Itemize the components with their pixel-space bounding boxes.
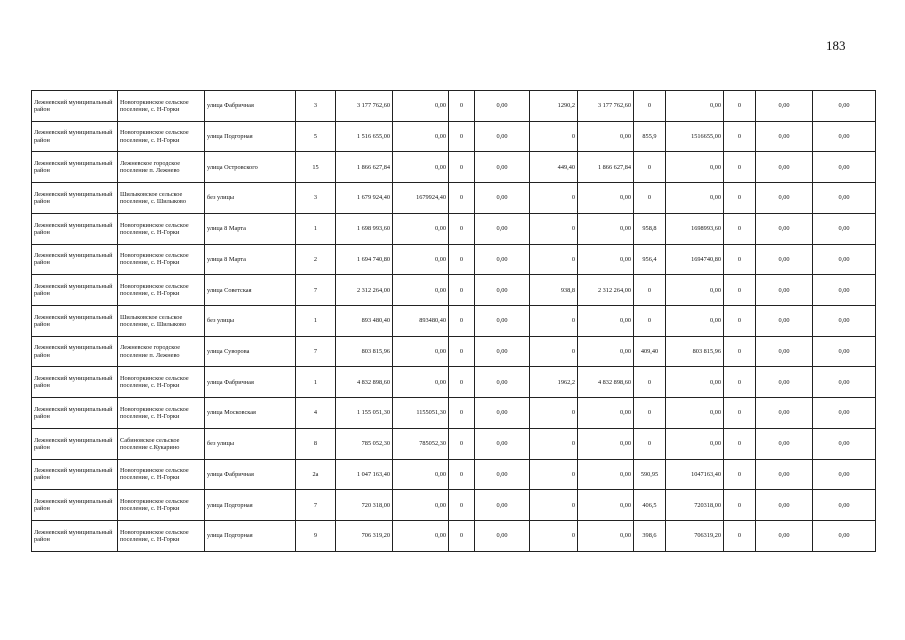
col2-cell: 1155051,30	[393, 398, 449, 429]
street-cell: улица Фабричная	[205, 91, 296, 122]
col11-cell: 0,00	[813, 275, 876, 306]
col10-cell: 0,00	[756, 213, 813, 244]
house-number-cell: 9	[296, 521, 336, 552]
cost-cell: 0,00	[578, 183, 634, 214]
street-cell: улица Подгорная	[205, 121, 296, 152]
col9-cell: 0	[724, 306, 756, 337]
col9-cell: 0	[724, 152, 756, 183]
total-cost-cell: 785 052,30	[336, 428, 393, 459]
settlement-cell: Лежневское городское поселение п. Лежнево	[118, 336, 205, 367]
col11-cell: 0,00	[813, 121, 876, 152]
col3-cell: 0	[449, 490, 475, 521]
col4-cell: 0,00	[475, 183, 530, 214]
cost2-cell: 706319,20	[666, 521, 724, 552]
table-row	[32, 213, 876, 244]
area-cell: 1962,2	[530, 367, 578, 398]
street-cell: улица Подгорная	[205, 490, 296, 521]
street-cell: без улицы	[205, 183, 296, 214]
house-number-cell: 4	[296, 398, 336, 429]
col11-cell: 0,00	[813, 521, 876, 552]
col9-cell: 0	[724, 244, 756, 275]
col2-cell: 893480,40	[393, 306, 449, 337]
table-row	[32, 306, 876, 337]
house-number-cell: 7	[296, 275, 336, 306]
col4-cell: 0,00	[475, 367, 530, 398]
table-row	[32, 367, 876, 398]
area-cell: 0	[530, 521, 578, 552]
col9-cell: 0	[724, 183, 756, 214]
col2-cell: 0,00	[393, 367, 449, 398]
settlement-cell: Новогоркинское сельское поселение, с. Н-Горки	[118, 398, 205, 429]
total-cost-cell: 1 698 993,60	[336, 213, 393, 244]
col11-cell: 0,00	[813, 398, 876, 429]
cost2-cell: 1698993,60	[666, 213, 724, 244]
area2-cell: 406,5	[634, 490, 666, 521]
cost-cell: 0,00	[578, 398, 634, 429]
cost-cell: 0,00	[578, 490, 634, 521]
col11-cell: 0,00	[813, 152, 876, 183]
col9-cell: 0	[724, 521, 756, 552]
col11-cell: 0,00	[813, 490, 876, 521]
street-cell: улица Фабричная	[205, 367, 296, 398]
settlement-cell: Новогоркинское сельское поселение, с. Н-Горки	[118, 521, 205, 552]
col9-cell: 0	[724, 121, 756, 152]
street-cell: улица 8 Марта	[205, 244, 296, 275]
col9-cell: 0	[724, 428, 756, 459]
col9-cell: 0	[724, 459, 756, 490]
area2-cell: 0	[634, 306, 666, 337]
col10-cell: 0,00	[756, 398, 813, 429]
street-cell: улица Фабричная	[205, 459, 296, 490]
cost2-cell: 0,00	[666, 306, 724, 337]
table-row	[32, 428, 876, 459]
col3-cell: 0	[449, 336, 475, 367]
total-cost-cell: 1 155 051,30	[336, 398, 393, 429]
col3-cell: 0	[449, 367, 475, 398]
settlement-cell: Новогоркинское сельское поселение, с. Н-Горки	[118, 459, 205, 490]
cost2-cell: 1047163,40	[666, 459, 724, 490]
col9-cell: 0	[724, 275, 756, 306]
table-row	[32, 152, 876, 183]
settlement-cell: Новогоркинское сельское поселение, с. Н-Горки	[118, 367, 205, 398]
col4-cell: 0,00	[475, 244, 530, 275]
col2-cell: 0,00	[393, 490, 449, 521]
district-cell: Лежневский муниципальный район	[32, 459, 118, 490]
street-cell: без улицы	[205, 428, 296, 459]
area2-cell: 958,8	[634, 213, 666, 244]
street-cell: улица Подгорная	[205, 521, 296, 552]
house-number-cell: 5	[296, 121, 336, 152]
street-cell: улица Московская	[205, 398, 296, 429]
col11-cell: 0,00	[813, 367, 876, 398]
total-cost-cell: 3 177 762,60	[336, 91, 393, 122]
cost-cell: 0,00	[578, 244, 634, 275]
area2-cell: 590,95	[634, 459, 666, 490]
col10-cell: 0,00	[756, 521, 813, 552]
area2-cell: 0	[634, 428, 666, 459]
cost2-cell: 0,00	[666, 367, 724, 398]
col11-cell: 0,00	[813, 183, 876, 214]
area-cell: 0	[530, 428, 578, 459]
area2-cell: 0	[634, 398, 666, 429]
street-cell: улица Островского	[205, 152, 296, 183]
house-number-cell: 1	[296, 367, 336, 398]
col2-cell: 0,00	[393, 152, 449, 183]
col3-cell: 0	[449, 152, 475, 183]
cost2-cell: 0,00	[666, 275, 724, 306]
col10-cell: 0,00	[756, 490, 813, 521]
district-cell: Лежневский муниципальный район	[32, 398, 118, 429]
area-cell: 0	[530, 183, 578, 214]
col9-cell: 0	[724, 490, 756, 521]
house-number-cell: 3	[296, 91, 336, 122]
col10-cell: 0,00	[756, 183, 813, 214]
col11-cell: 0,00	[813, 459, 876, 490]
cost2-cell: 1694740,80	[666, 244, 724, 275]
col10-cell: 0,00	[756, 91, 813, 122]
cost2-cell: 1516655,00	[666, 121, 724, 152]
col11-cell: 0,00	[813, 306, 876, 337]
col4-cell: 0,00	[475, 152, 530, 183]
area-cell: 938,8	[530, 275, 578, 306]
settlement-cell: Шилыковское сельское поселение, с. Шилыково	[118, 306, 205, 337]
col4-cell: 0,00	[475, 121, 530, 152]
cost2-cell: 720318,00	[666, 490, 724, 521]
cost2-cell: 0,00	[666, 428, 724, 459]
table-row	[32, 91, 876, 122]
col2-cell: 0,00	[393, 91, 449, 122]
house-number-cell: 7	[296, 490, 336, 521]
total-cost-cell: 803 815,96	[336, 336, 393, 367]
house-number-cell: 2а	[296, 459, 336, 490]
table-row	[32, 244, 876, 275]
area-cell: 0	[530, 306, 578, 337]
col11-cell: 0,00	[813, 213, 876, 244]
total-cost-cell: 1 679 924,40	[336, 183, 393, 214]
col10-cell: 0,00	[756, 459, 813, 490]
total-cost-cell: 4 832 898,60	[336, 367, 393, 398]
col3-cell: 0	[449, 398, 475, 429]
total-cost-cell: 893 480,40	[336, 306, 393, 337]
total-cost-cell: 2 312 264,00	[336, 275, 393, 306]
col9-cell: 0	[724, 398, 756, 429]
col3-cell: 0	[449, 121, 475, 152]
housing-table	[31, 90, 876, 552]
total-cost-cell: 1 516 655,00	[336, 121, 393, 152]
col10-cell: 0,00	[756, 428, 813, 459]
col10-cell: 0,00	[756, 121, 813, 152]
table-row	[32, 121, 876, 152]
table-row	[32, 521, 876, 552]
cost-cell: 2 312 264,00	[578, 275, 634, 306]
area2-cell: 855,9	[634, 121, 666, 152]
area-cell: 0	[530, 244, 578, 275]
area2-cell: 398,6	[634, 521, 666, 552]
settlement-cell: Новогоркинское сельское поселение, с. Н-Горки	[118, 213, 205, 244]
house-number-cell: 1	[296, 213, 336, 244]
area-cell: 0	[530, 490, 578, 521]
district-cell: Лежневский муниципальный район	[32, 183, 118, 214]
area-cell: 0	[530, 213, 578, 244]
settlement-cell: Новогоркинское сельское поселение, с. Н-Горки	[118, 121, 205, 152]
cost-cell: 0,00	[578, 336, 634, 367]
house-number-cell: 7	[296, 336, 336, 367]
col2-cell: 0,00	[393, 213, 449, 244]
cost-cell: 4 832 898,60	[578, 367, 634, 398]
col10-cell: 0,00	[756, 152, 813, 183]
cost-cell: 1 866 627,84	[578, 152, 634, 183]
district-cell: Лежневский муниципальный район	[32, 152, 118, 183]
street-cell: улица Советская	[205, 275, 296, 306]
table-row	[32, 459, 876, 490]
settlement-cell: Сабиновское сельское поселение с.Кукарино	[118, 428, 205, 459]
cost2-cell: 0,00	[666, 91, 724, 122]
cost-cell: 3 177 762,60	[578, 91, 634, 122]
area-cell: 0	[530, 121, 578, 152]
settlement-cell: Лежневское городское поселение п. Лежнево	[118, 152, 205, 183]
col4-cell: 0,00	[475, 459, 530, 490]
area-cell: 0	[530, 459, 578, 490]
col3-cell: 0	[449, 306, 475, 337]
col2-cell: 0,00	[393, 121, 449, 152]
settlement-cell: Новогоркинское сельское поселение, с. Н-Горки	[118, 244, 205, 275]
col2-cell: 0,00	[393, 336, 449, 367]
cost-cell: 0,00	[578, 521, 634, 552]
house-number-cell: 1	[296, 306, 336, 337]
col10-cell: 0,00	[756, 336, 813, 367]
area2-cell: 0	[634, 367, 666, 398]
col2-cell: 0,00	[393, 275, 449, 306]
settlement-cell: Шилыковское сельское поселение, с. Шилыково	[118, 183, 205, 214]
settlement-cell: Новогоркинское сельское поселение, с. Н-Горки	[118, 91, 205, 122]
settlement-cell: Новогоркинское сельское поселение, с. Н-Горки	[118, 275, 205, 306]
area2-cell: 0	[634, 152, 666, 183]
col11-cell: 0,00	[813, 244, 876, 275]
settlement-cell: Новогоркинское сельское поселение, с. Н-Горки	[118, 490, 205, 521]
cost2-cell: 0,00	[666, 183, 724, 214]
col4-cell: 0,00	[475, 428, 530, 459]
total-cost-cell: 1 866 627,84	[336, 152, 393, 183]
col4-cell: 0,00	[475, 306, 530, 337]
district-cell: Лежневский муниципальный район	[32, 275, 118, 306]
cost-cell: 0,00	[578, 121, 634, 152]
col9-cell: 0	[724, 336, 756, 367]
area2-cell: 0	[634, 183, 666, 214]
house-number-cell: 15	[296, 152, 336, 183]
col3-cell: 0	[449, 428, 475, 459]
col4-cell: 0,00	[475, 521, 530, 552]
col10-cell: 0,00	[756, 306, 813, 337]
col4-cell: 0,00	[475, 275, 530, 306]
area-cell: 0	[530, 398, 578, 429]
street-cell: без улицы	[205, 306, 296, 337]
col9-cell: 0	[724, 367, 756, 398]
col4-cell: 0,00	[475, 490, 530, 521]
cost-cell: 0,00	[578, 459, 634, 490]
district-cell: Лежневский муниципальный район	[32, 121, 118, 152]
col4-cell: 0,00	[475, 398, 530, 429]
col2-cell: 1679924,40	[393, 183, 449, 214]
total-cost-cell: 1 694 740,80	[336, 244, 393, 275]
total-cost-cell: 706 319,20	[336, 521, 393, 552]
house-number-cell: 8	[296, 428, 336, 459]
street-cell: улица Суворова	[205, 336, 296, 367]
col2-cell: 0,00	[393, 521, 449, 552]
street-cell: улица 8 Марта	[205, 213, 296, 244]
area2-cell: 0	[634, 91, 666, 122]
col2-cell: 0,00	[393, 244, 449, 275]
house-number-cell: 2	[296, 244, 336, 275]
col11-cell: 0,00	[813, 91, 876, 122]
page-number: 183	[826, 38, 846, 53]
cost-cell: 0,00	[578, 428, 634, 459]
district-cell: Лежневский муниципальный район	[32, 490, 118, 521]
col2-cell: 0,00	[393, 459, 449, 490]
col9-cell: 0	[724, 91, 756, 122]
district-cell: Лежневский муниципальный район	[32, 306, 118, 337]
district-cell: Лежневский муниципальный район	[32, 521, 118, 552]
col2-cell: 785052,30	[393, 428, 449, 459]
district-cell: Лежневский муниципальный район	[32, 91, 118, 122]
col3-cell: 0	[449, 244, 475, 275]
table-row	[32, 398, 876, 429]
cost2-cell: 0,00	[666, 398, 724, 429]
area2-cell: 0	[634, 275, 666, 306]
table-row	[32, 275, 876, 306]
district-cell: Лежневский муниципальный район	[32, 244, 118, 275]
total-cost-cell: 1 047 163,40	[336, 459, 393, 490]
col11-cell: 0,00	[813, 336, 876, 367]
col10-cell: 0,00	[756, 367, 813, 398]
area2-cell: 409,40	[634, 336, 666, 367]
table-row	[32, 183, 876, 214]
col3-cell: 0	[449, 275, 475, 306]
district-cell: Лежневский муниципальный район	[32, 213, 118, 244]
cost-cell: 0,00	[578, 306, 634, 337]
district-cell: Лежневский муниципальный район	[32, 367, 118, 398]
total-cost-cell: 720 318,00	[336, 490, 393, 521]
area-cell: 449,40	[530, 152, 578, 183]
area2-cell: 956,4	[634, 244, 666, 275]
col10-cell: 0,00	[756, 275, 813, 306]
col3-cell: 0	[449, 459, 475, 490]
district-cell: Лежневский муниципальный район	[32, 336, 118, 367]
col4-cell: 0,00	[475, 336, 530, 367]
col11-cell: 0,00	[813, 428, 876, 459]
col4-cell: 0,00	[475, 213, 530, 244]
col3-cell: 0	[449, 521, 475, 552]
table-row	[32, 490, 876, 521]
cost2-cell: 803 815,96	[666, 336, 724, 367]
area-cell: 1290,2	[530, 91, 578, 122]
col9-cell: 0	[724, 213, 756, 244]
cost-cell: 0,00	[578, 213, 634, 244]
col3-cell: 0	[449, 91, 475, 122]
house-number-cell: 3	[296, 183, 336, 214]
district-cell: Лежневский муниципальный район	[32, 428, 118, 459]
col4-cell: 0,00	[475, 91, 530, 122]
col3-cell: 0	[449, 183, 475, 214]
area-cell: 0	[530, 336, 578, 367]
cost2-cell: 0,00	[666, 152, 724, 183]
table-row	[32, 336, 876, 367]
col10-cell: 0,00	[756, 244, 813, 275]
col3-cell: 0	[449, 213, 475, 244]
